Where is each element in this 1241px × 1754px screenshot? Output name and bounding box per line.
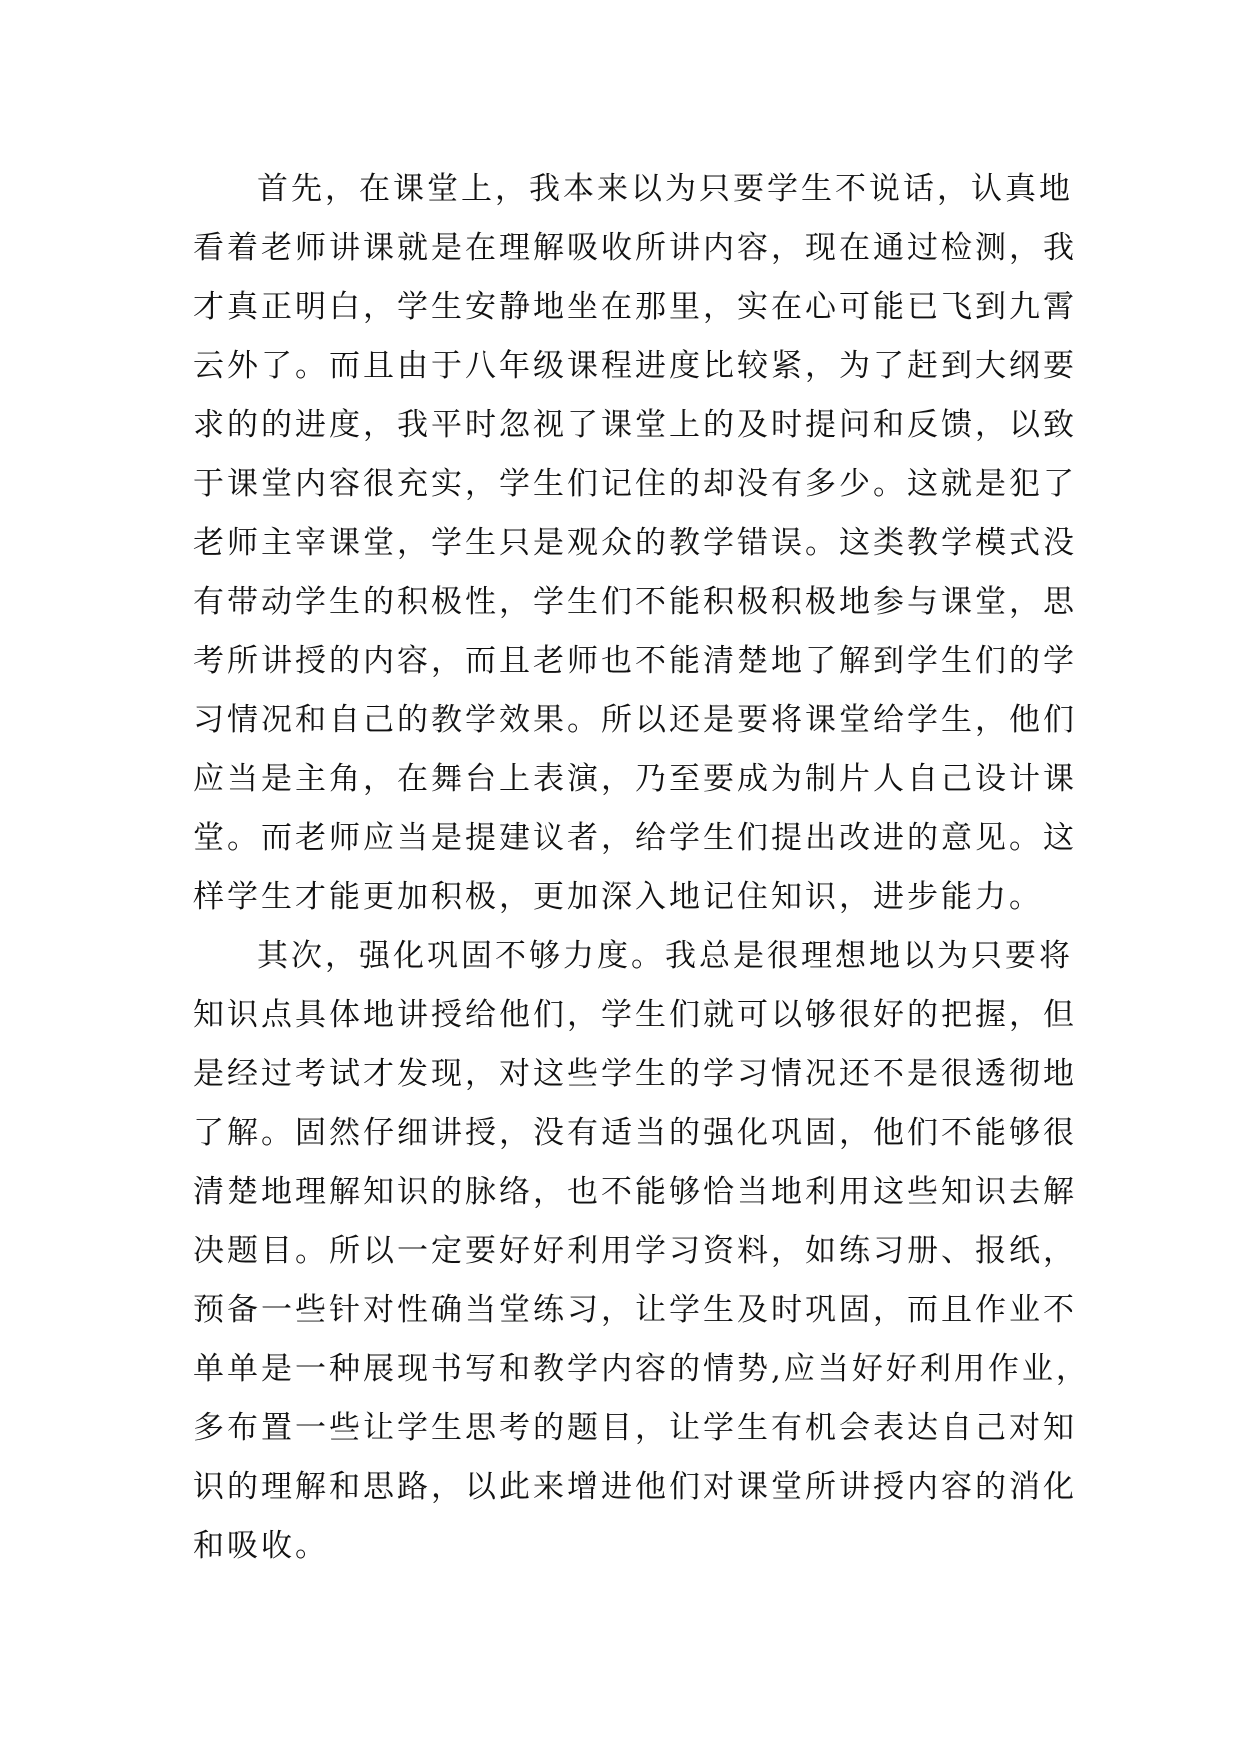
paragraph-2 bbox=[193, 927, 1090, 1576]
text-line: 单 单 是 一 种 展 现 书 写 和 教 学 内 容 的 情 势 , 应 当 好 好 利 用 作 业 ， bbox=[193, 1351, 1090, 1387]
text-line: 习 情 况 和 自 己 的 教 学 效 果 。 所 以 还 是 要 将 课 堂 给 学 生 ， 他 们 bbox=[193, 702, 1077, 738]
text-line: 多 布 置 一 些 让 学 生 思 考 的 题 目 ， 让 学 生 有 机 会 表 达 自 己 对 知 bbox=[193, 1410, 1077, 1446]
text-line: 堂 。 而 老 师 应 当 是 提 建 议 者 ， 给 学 生 们 提 出 改 进 的 意 见 。 这 bbox=[193, 820, 1077, 856]
text-line: 是 经 过 考 试 才 发 现 ， 对 这 些 学 生 的 学 习 情 况 还 不 是 很 透 彻 地 bbox=[193, 1056, 1077, 1092]
text-line: 才 真 正 明 白 ， 学 生 安 静 地 坐 在 那 里 ， 实 在 心 可 能 已 飞 到 九 霄 bbox=[193, 289, 1077, 325]
text-line: 老 师 主 宰 课 堂 ， 学 生 只 是 观 众 的 教 学 错 误 。 这 类 教 学 模 式 没 bbox=[193, 525, 1077, 561]
text-line: 其 次 ， 强 化 巩 固 不 够 力 度 。 我 总 是 很 理 想 地 以 为 只 要 将 bbox=[257, 938, 1073, 974]
text-line: 知 识 点 具 体 地 讲 授 给 他 们 ， 学 生 们 就 可 以 够 很 好 的 把 握 ， 但 bbox=[193, 997, 1077, 1033]
text-line: 了 解 。 固 然 仔 细 讲 授 ， 没 有 适 当 的 强 化 巩 固 ， 他 们 不 能 够 很 bbox=[193, 1115, 1077, 1151]
text-line: 决 题 目 。 所 以 一 定 要 好 好 利 用 学 习 资 料 ， 如 练 习 册 、 报 纸 ， bbox=[193, 1233, 1077, 1269]
text-line: 考 所 讲 授 的 内 容 ， 而 且 老 师 也 不 能 清 楚 地 了 解 到 学 生 们 的 学 bbox=[193, 643, 1077, 679]
text-line: 看 着 老 师 讲 课 就 是 在 理 解 吸 收 所 讲 内 容 ， 现 在 通 过 检 测 ， 我 bbox=[193, 230, 1077, 266]
text-line: 识 的 理 解 和 思 路 ， 以 此 来 增 进 他 们 对 课 堂 所 讲 授 内 容 的 消 化 bbox=[193, 1469, 1077, 1505]
text-line: 样学生才能更加积极，更加深入地记住知识，进步能力。 bbox=[193, 879, 1043, 915]
text-line: 首 先 ， 在 课 堂 上 ， 我 本 来 以 为 只 要 学 生 不 说 话 ， 认 真 地 bbox=[257, 171, 1073, 207]
text-line: 清 楚 地 理 解 知 识 的 脉 络 ， 也 不 能 够 恰 当 地 利 用 这 些 知 识 去 解 bbox=[193, 1174, 1077, 1210]
text-line: 应 当 是 主 角 ， 在 舞 台 上 表 演 ， 乃 至 要 成 为 制 片 人 自 己 设 计 课 bbox=[193, 761, 1077, 797]
text-line: 求 的 的 进 度 ， 我 平 时 忽 视 了 课 堂 上 的 及 时 提 问 和 反 馈 ， 以 致 bbox=[193, 407, 1077, 443]
text-line: 和吸收。 bbox=[193, 1528, 329, 1564]
text-line: 云 外 了 。 而 且 由 于 八 年 级 课 程 进 度 比 较 紧 ， 为 了 赶 到 大 纲 要 bbox=[193, 348, 1077, 384]
text-line: 有 带 动 学 生 的 积 极 性 ， 学 生 们 不 能 积 极 积 极 地 参 与 课 堂 ， 思 bbox=[193, 584, 1077, 620]
text-line: 预 备 一 些 针 对 性 确 当 堂 练 习 ， 让 学 生 及 时 巩 固 ， 而 且 作 业 不 bbox=[193, 1292, 1077, 1328]
paragraph-1 bbox=[193, 160, 1077, 927]
text-line: 于 课 堂 内 容 很 充 实 ， 学 生 们 记 住 的 却 没 有 多 少 。 这 就 是 犯 了 bbox=[193, 466, 1077, 502]
body-text bbox=[193, 160, 1090, 1576]
